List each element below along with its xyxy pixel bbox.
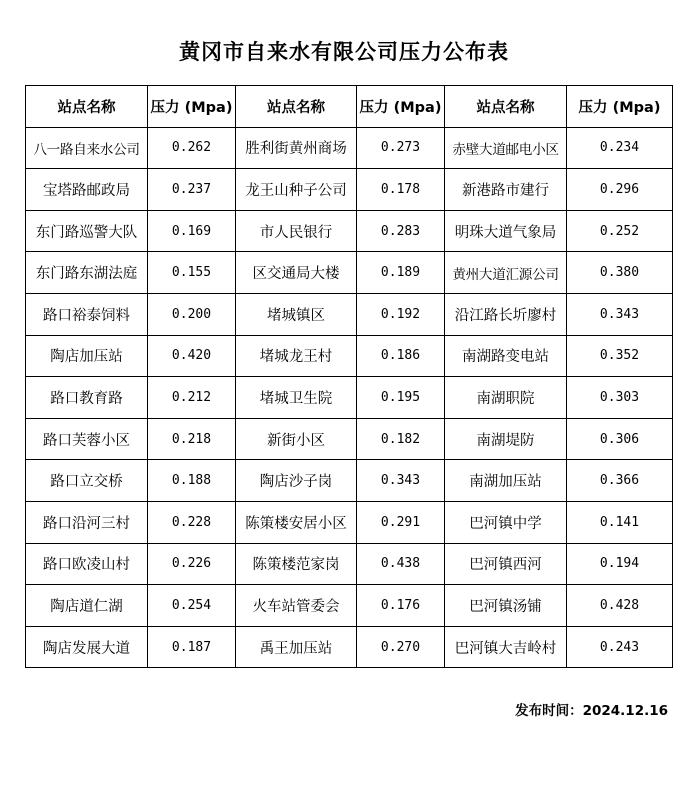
station-name-cell: 东门路巡警大队 bbox=[26, 210, 148, 252]
pressure-value-cell: 0.291 bbox=[357, 501, 445, 543]
pressure-value-cell: 0.366 bbox=[567, 460, 673, 502]
pressure-value-cell: 0.169 bbox=[148, 210, 236, 252]
station-name-cell: 路口沿河三村 bbox=[26, 501, 148, 543]
pressure-value-cell: 0.262 bbox=[148, 127, 236, 169]
station-name-cell: 南湖加压站 bbox=[445, 460, 567, 502]
pressure-value-cell: 0.252 bbox=[567, 210, 673, 252]
pressure-value-cell: 0.182 bbox=[357, 418, 445, 460]
station-name-cell: 陈策楼范家岗 bbox=[236, 543, 357, 585]
station-name-cell: 巴河镇中学 bbox=[445, 501, 567, 543]
station-name-cell: 堵城卫生院 bbox=[236, 377, 357, 419]
station-name-cell: 路口教育路 bbox=[26, 377, 148, 419]
station-name-cell: 东门路东湖法庭 bbox=[26, 252, 148, 294]
table-row bbox=[26, 335, 673, 377]
station-name-cell: 陈策楼安居小区 bbox=[236, 501, 357, 543]
column-header-pressure: 压力 (Mpa) bbox=[567, 86, 673, 128]
pressure-value-cell: 0.306 bbox=[567, 418, 673, 460]
station-name-cell: 南湖堤防 bbox=[445, 418, 567, 460]
table-row bbox=[26, 501, 673, 543]
station-name-cell: 赤壁大道邮电小区 bbox=[445, 127, 567, 169]
pressure-value-cell: 0.343 bbox=[357, 460, 445, 502]
station-name-cell: 路口欧凌山村 bbox=[26, 543, 148, 585]
station-name-cell: 八一路自来水公司 bbox=[26, 127, 148, 169]
table-row bbox=[26, 293, 673, 335]
table-body bbox=[26, 127, 673, 668]
column-header-station-name: 站点名称 bbox=[26, 86, 148, 128]
pressure-value-cell: 0.270 bbox=[357, 626, 445, 668]
table-row bbox=[26, 543, 673, 585]
pressure-value-cell: 0.296 bbox=[567, 169, 673, 211]
station-name-cell: 路口裕泰饲料 bbox=[26, 293, 148, 335]
station-name-cell: 路口芙蓉小区 bbox=[26, 418, 148, 460]
pressure-value-cell: 0.438 bbox=[357, 543, 445, 585]
station-name-cell: 巴河镇西河 bbox=[445, 543, 567, 585]
station-name-cell: 新港路市建行 bbox=[445, 169, 567, 211]
column-header-pressure: 压力 (Mpa) bbox=[357, 86, 445, 128]
pressure-value-cell: 0.226 bbox=[148, 543, 236, 585]
station-name-cell: 南湖职院 bbox=[445, 377, 567, 419]
pressure-value-cell: 0.420 bbox=[148, 335, 236, 377]
station-name-cell: 新街小区 bbox=[236, 418, 357, 460]
pressure-value-cell: 0.428 bbox=[567, 585, 673, 627]
station-name-cell: 路口立交桥 bbox=[26, 460, 148, 502]
column-header-pressure: 压力 (Mpa) bbox=[148, 86, 236, 128]
pressure-value-cell: 0.141 bbox=[567, 501, 673, 543]
pressure-value-cell: 0.228 bbox=[148, 501, 236, 543]
table-row bbox=[26, 626, 673, 668]
station-name-cell: 禹王加压站 bbox=[236, 626, 357, 668]
pressure-value-cell: 0.186 bbox=[357, 335, 445, 377]
station-name-cell: 南湖路变电站 bbox=[445, 335, 567, 377]
pressure-value-cell: 0.195 bbox=[357, 377, 445, 419]
publish-date: 发布时间：2024.12.16 bbox=[515, 703, 668, 719]
pressure-value-cell: 0.200 bbox=[148, 293, 236, 335]
column-header-station-name: 站点名称 bbox=[236, 86, 357, 128]
station-name-cell: 陶店道仁湖 bbox=[26, 585, 148, 627]
column-header-station-name: 站点名称 bbox=[445, 86, 567, 128]
pressure-value-cell: 0.254 bbox=[148, 585, 236, 627]
table-row bbox=[26, 460, 673, 502]
pressure-value-cell: 0.188 bbox=[148, 460, 236, 502]
pressure-value-cell: 0.243 bbox=[567, 626, 673, 668]
pressure-value-cell: 0.273 bbox=[357, 127, 445, 169]
station-name-cell: 巴河镇汤铺 bbox=[445, 585, 567, 627]
station-name-cell: 陶店沙子岗 bbox=[236, 460, 357, 502]
station-name-cell: 巴河镇大吉岭村 bbox=[445, 626, 567, 668]
station-name-cell: 黄州大道汇源公司 bbox=[445, 252, 567, 294]
pressure-value-cell: 0.234 bbox=[567, 127, 673, 169]
station-name-cell: 宝塔路邮政局 bbox=[26, 169, 148, 211]
station-name-cell: 胜利街黄州商场 bbox=[236, 127, 357, 169]
station-name-cell: 明珠大道气象局 bbox=[445, 210, 567, 252]
pressure-value-cell: 0.303 bbox=[567, 377, 673, 419]
pressure-value-cell: 0.192 bbox=[357, 293, 445, 335]
pressure-value-cell: 0.178 bbox=[357, 169, 445, 211]
pressure-value-cell: 0.212 bbox=[148, 377, 236, 419]
station-name-cell: 陶店加压站 bbox=[26, 335, 148, 377]
pressure-value-cell: 0.343 bbox=[567, 293, 673, 335]
page-title: 黄冈市自来水有限公司压力公布表 bbox=[179, 40, 509, 64]
pressure-value-cell: 0.189 bbox=[357, 252, 445, 294]
pressure-value-cell: 0.352 bbox=[567, 335, 673, 377]
table-row bbox=[26, 377, 673, 419]
pressure-value-cell: 0.187 bbox=[148, 626, 236, 668]
station-name-cell: 区交通局大楼 bbox=[236, 252, 357, 294]
station-name-cell: 市人民银行 bbox=[236, 210, 357, 252]
table-row bbox=[26, 418, 673, 460]
table-row bbox=[26, 210, 673, 252]
station-name-cell: 堵城龙王村 bbox=[236, 335, 357, 377]
pressure-value-cell: 0.380 bbox=[567, 252, 673, 294]
table-row bbox=[26, 169, 673, 211]
pressure-table bbox=[25, 85, 673, 668]
table-row bbox=[26, 252, 673, 294]
station-name-cell: 沿江路长圻廖村 bbox=[445, 293, 567, 335]
station-name-cell: 陶店发展大道 bbox=[26, 626, 148, 668]
pressure-value-cell: 0.155 bbox=[148, 252, 236, 294]
station-name-cell: 龙王山种子公司 bbox=[236, 169, 357, 211]
table-row bbox=[26, 585, 673, 627]
table-header-row bbox=[26, 86, 673, 128]
pressure-value-cell: 0.176 bbox=[357, 585, 445, 627]
pressure-value-cell: 0.194 bbox=[567, 543, 673, 585]
pressure-value-cell: 0.237 bbox=[148, 169, 236, 211]
table-row bbox=[26, 127, 673, 169]
pressure-value-cell: 0.218 bbox=[148, 418, 236, 460]
station-name-cell: 火车站管委会 bbox=[236, 585, 357, 627]
station-name-cell: 堵城镇区 bbox=[236, 293, 357, 335]
pressure-value-cell: 0.283 bbox=[357, 210, 445, 252]
